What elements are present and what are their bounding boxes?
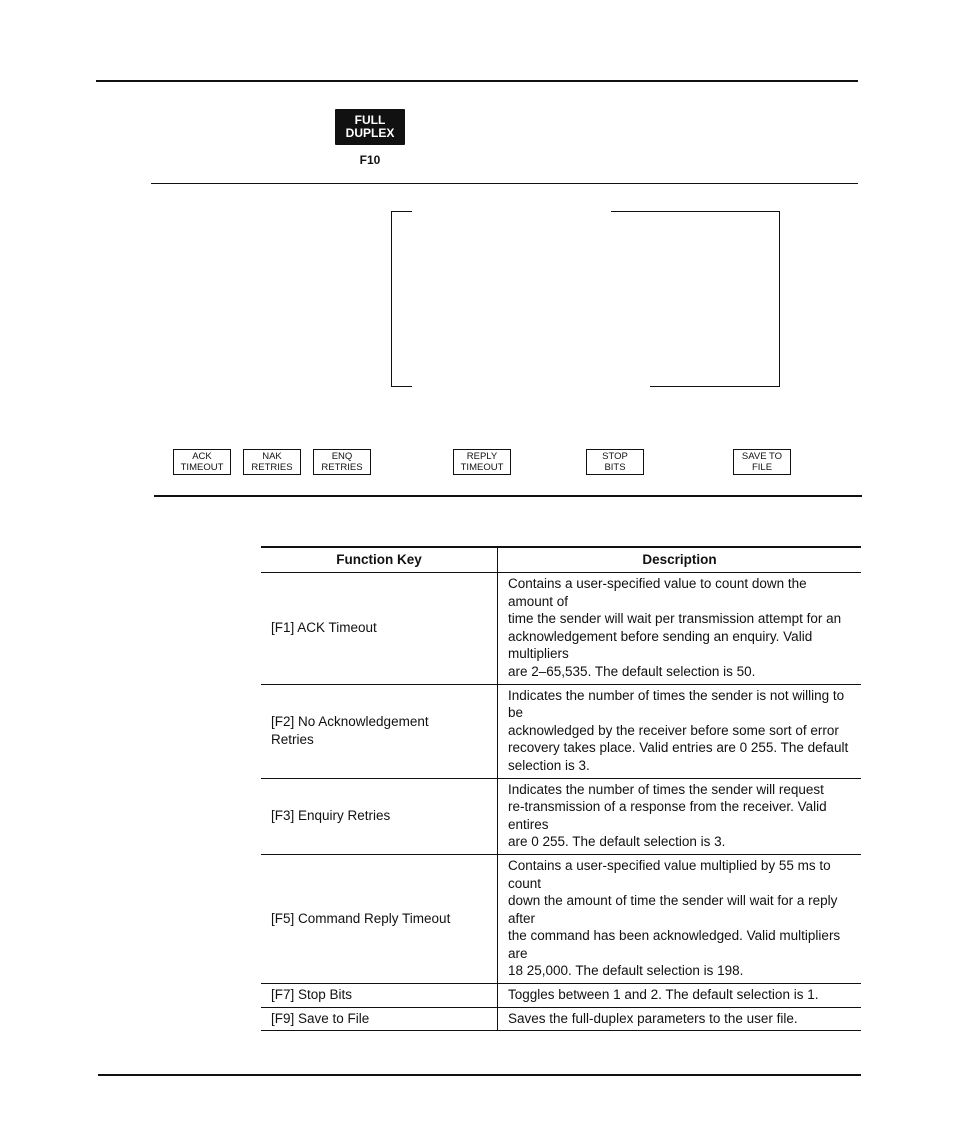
- enq-retries-key[interactable]: [313, 449, 371, 475]
- description-cell: [498, 684, 862, 778]
- description-line: down the amount of time the sender will wait for a reply after: [508, 893, 838, 926]
- header-function-key: Function Key: [261, 547, 498, 573]
- function-key-text: [F1] ACK Timeout: [271, 619, 377, 635]
- table-row: [261, 984, 861, 1008]
- screen-display-box: [391, 211, 780, 387]
- function-key-cell: [261, 778, 498, 854]
- description-cell: [498, 573, 862, 685]
- softkey-line2: BITS: [604, 462, 626, 473]
- stop-bits-key[interactable]: [586, 449, 644, 475]
- description-line: are 0 255. The default selection is 3.: [508, 834, 726, 850]
- save-to-file-key[interactable]: [733, 449, 791, 475]
- table-row: [261, 684, 861, 778]
- softkey-line2: TIMEOUT: [460, 462, 504, 473]
- ack-timeout-key[interactable]: [173, 449, 231, 475]
- function-key-text: [F3] Enquiry Retries: [271, 807, 391, 823]
- function-key-cell: [261, 854, 498, 983]
- full-duplex-key-line1: FULL: [354, 113, 386, 127]
- nak-retries-key[interactable]: [243, 449, 301, 475]
- description-line: Contains a user-specified value to count down the amount of: [508, 576, 807, 609]
- header-description: Description: [498, 547, 862, 573]
- softkey-bottom-rule: [154, 495, 862, 497]
- function-key-text: Retries: [271, 731, 314, 747]
- description-line: acknowledged by the receiver before some sort of error: [508, 722, 839, 738]
- reply-timeout-key[interactable]: [453, 449, 511, 475]
- full-duplex-key-line2: DUPLEX: [345, 126, 395, 140]
- description-line: 18 25,000. The default selection is 198.: [508, 963, 744, 979]
- table-row: [261, 1007, 861, 1031]
- screen-box-bottom-right-edge: [650, 386, 779, 387]
- table-header-row: [261, 547, 861, 573]
- description-line: time the sender will wait per transmission attempt for an: [508, 611, 842, 627]
- table-row: [261, 778, 861, 854]
- function-key-text: [F7] Stop Bits: [271, 987, 353, 1003]
- description-line: Indicates the number of times the sender is not willing to be: [508, 687, 845, 721]
- function-key-text: [F2] No Acknowledgement: [271, 713, 429, 729]
- softkey-line2: RETRIES: [321, 462, 363, 473]
- screen-box-top-left-edge: [392, 211, 412, 212]
- description-line: the command has been acknowledged. Valid multipliers are: [508, 928, 841, 961]
- description-line: re-transmission of a response from the receiver. Valid entires: [508, 799, 827, 832]
- function-key-cell: [261, 984, 498, 1008]
- function-key-text: [F9] Save to File: [271, 1010, 370, 1026]
- function-key-text: [F5] Command Reply Timeout: [271, 910, 451, 926]
- softkey-line1: SAVE TO: [741, 451, 783, 462]
- softkey-line2: RETRIES: [251, 462, 293, 473]
- description-line: Indicates the number of times the sender will request: [508, 781, 824, 797]
- softkey-line1: ENQ: [331, 451, 353, 462]
- softkey-line1: ACK: [192, 451, 212, 462]
- screen-box-top-right-edge: [611, 211, 779, 212]
- description-cell: [498, 984, 862, 1008]
- description-cell: [498, 778, 862, 854]
- description-line: are 2–65,535. The default selection is 50.: [508, 663, 756, 679]
- description-line: selection is 3.: [508, 757, 590, 773]
- description-line: acknowledgement before sending an enquiry. Valid multipliers: [508, 628, 813, 662]
- softkey-line1: REPLY: [466, 451, 498, 462]
- table-row: [261, 573, 861, 685]
- function-key-table: [261, 546, 861, 1031]
- softkey-line2: TIMEOUT: [180, 462, 224, 473]
- description-line: Contains a user-specified value multiplied by 55 ms to count: [508, 857, 831, 891]
- softkey-line2: FILE: [751, 462, 773, 473]
- description-line: Saves the full-duplex parameters to the user file.: [508, 1010, 798, 1026]
- full-duplex-key[interactable]: [335, 109, 405, 145]
- softkey-line1: STOP: [602, 451, 628, 462]
- screen-box-bottom-left-edge: [392, 386, 412, 387]
- description-cell: [498, 854, 862, 983]
- description-line: recovery takes place. Valid entries are 0 255. The default: [508, 740, 849, 756]
- top-rule: [96, 80, 858, 82]
- table-row: [261, 854, 861, 983]
- description-line: Toggles between 1 and 2. The default selection is 1.: [508, 987, 819, 1003]
- full-duplex-key-caption: F10: [359, 153, 381, 167]
- section-rule: [151, 183, 858, 184]
- function-key-cell: [261, 1007, 498, 1031]
- function-key-cell: [261, 684, 498, 778]
- softkey-line1: NAK: [262, 451, 282, 462]
- bottom-rule: [98, 1074, 861, 1076]
- function-key-cell: [261, 573, 498, 685]
- description-cell: [498, 1007, 862, 1031]
